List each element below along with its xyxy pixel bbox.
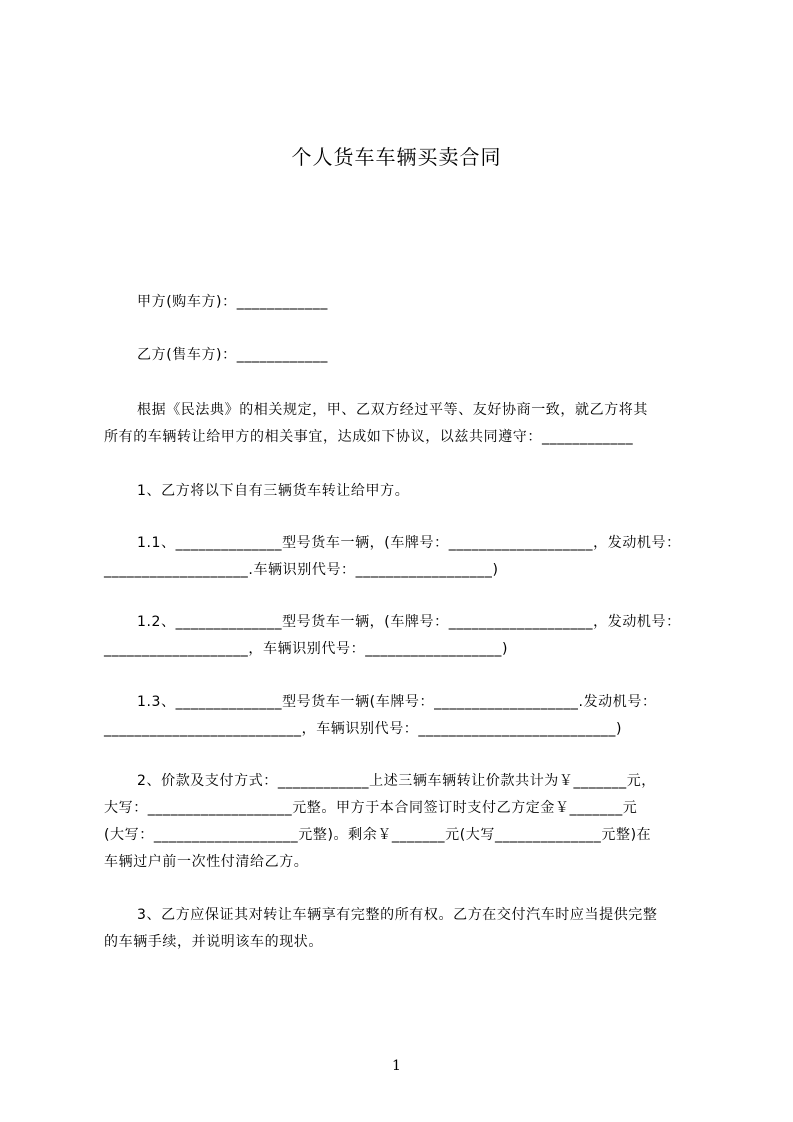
clause-3-line-2: 的车辆手续，并说明该车的现状。 [104,934,323,950]
page-number: 1 [392,1058,401,1074]
clause-2-line-2: 大写：___________________元整。甲方于本合同签订时支付乙方定金￥_______元 [104,800,638,816]
intro-line-2: 所有的车辆转让给甲方的相关事宜，达成如下协议，以兹共同遵守：____________ [104,429,634,445]
clause-1: 1、乙方将以下自有三辆货车转让给甲方。 [137,483,410,499]
intro-line-1: 根据《民法典》的相关规定，甲、乙双方经过平等、友好协商一致，就乙方将其 [137,402,648,418]
item-1-1-line-1: 1.1、______________型号货车一辆，(车牌号：___________________，发动机号： [137,535,681,551]
clause-3-line-1: 3、乙方应保证其对转让车辆享有完整的所有权。乙方在交付汽车时应当提供完整 [137,907,658,923]
party-b-line: 乙方(售车方)：____________ [137,347,328,363]
clause-2-line-4: 车辆过户前一次性付清给乙方。 [104,854,309,870]
item-1-2-line-1: 1.2、______________型号货车一辆，(车牌号：___________________，发动机号： [137,614,681,630]
clause-2-line-1: 2、价款及支付方式：____________上述三辆车辆转让价款共计为￥_______元， [137,773,656,789]
page-title: 个人货车车辆买卖合同 [291,145,502,169]
item-1-3-line-1: 1.3、______________型号货车一辆(车牌号：___________________.发动机号： [137,694,657,710]
clause-2-line-3: (大写：___________________元整)。剩余￥_______元(大写______________元整)在 [104,827,652,843]
item-1-2-line-2: ___________________，车辆识别代号：__________________) [104,641,509,657]
item-1-1-line-2: ___________________.车辆识别代号：__________________) [104,562,499,578]
party-a-line: 甲方(购车方)：____________ [137,294,328,310]
item-1-3-line-2: __________________________，车辆识别代号：__________________________) [104,721,623,737]
